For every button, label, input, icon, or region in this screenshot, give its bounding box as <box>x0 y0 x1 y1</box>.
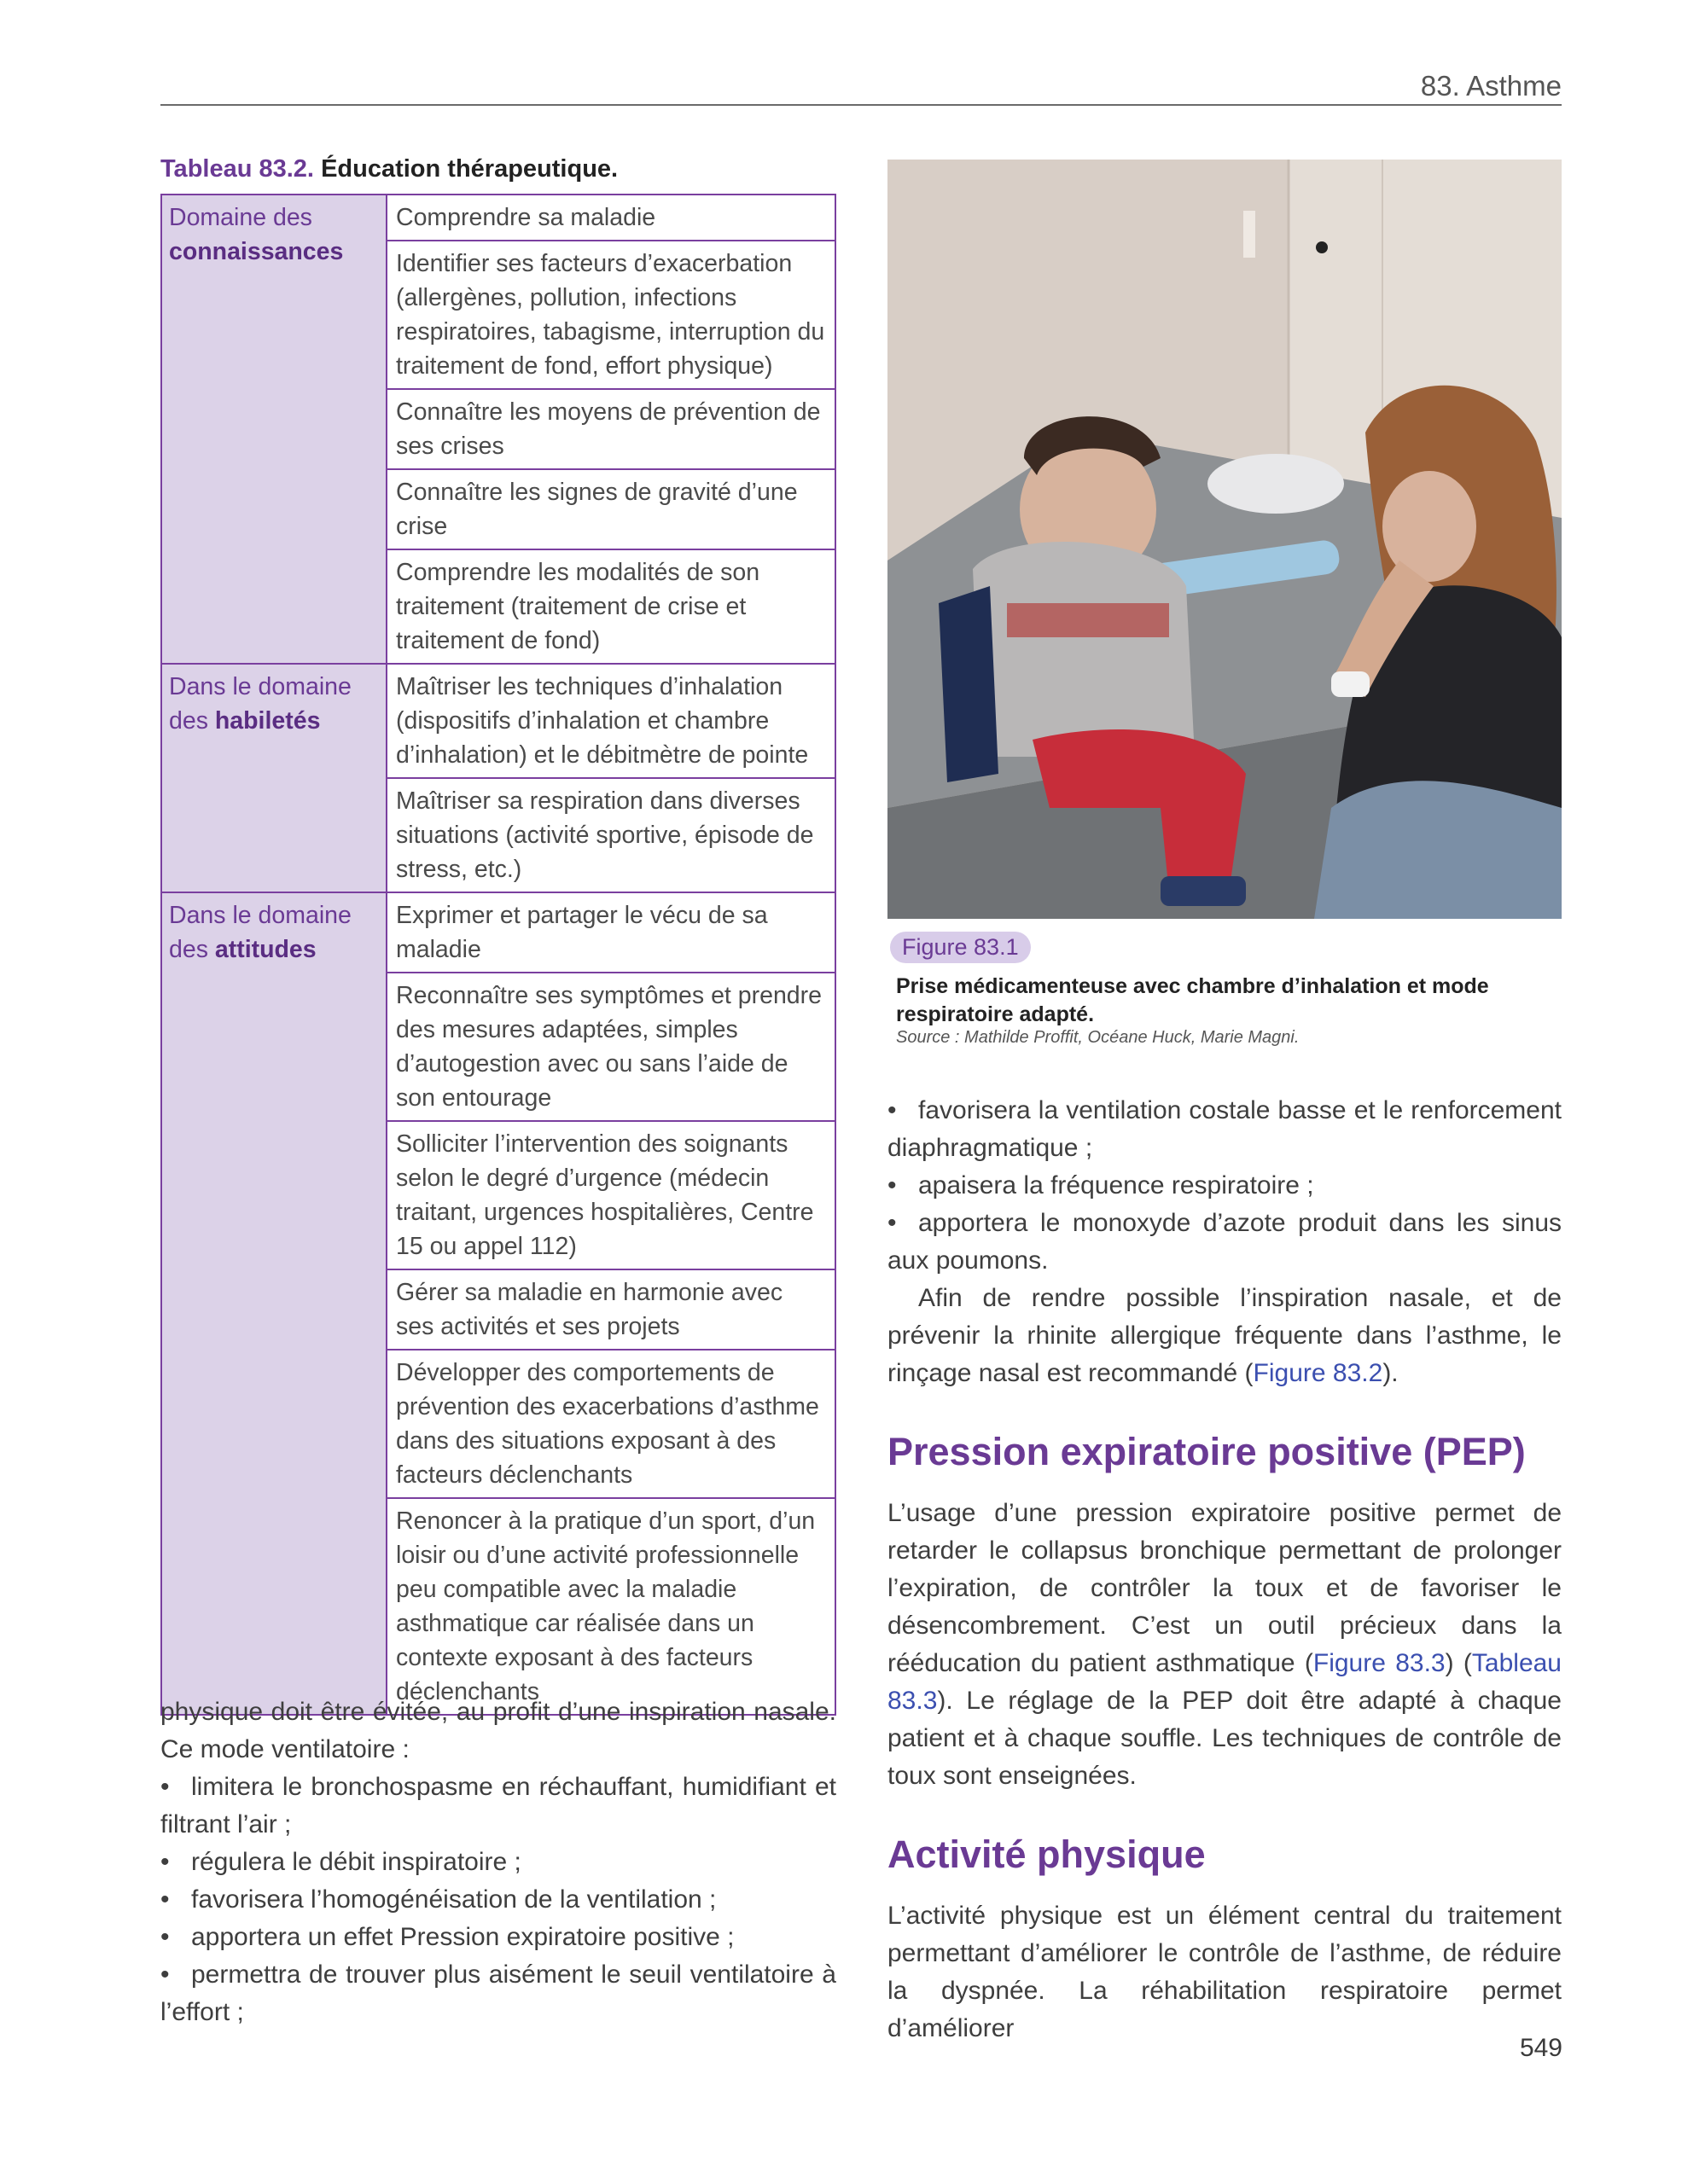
list-item-text: limitera le bronchospasme en réchauffant, humidifiant et filtrant l’air ; <box>160 1773 836 1838</box>
bullet-icon: • <box>160 1885 170 1914</box>
domain-label-bold: attitudes <box>214 936 317 963</box>
table-section <box>160 155 836 1716</box>
table-caption-title: Éducation thérapeutique. <box>321 155 619 183</box>
list-item <box>160 1769 836 1844</box>
section-title-pep: Pression expiratoire positive (PEP) <box>887 1430 1526 1473</box>
table-cell-item: Développer des comportements de prévention des exacerbations d’asthme dans des situations exposant à des facteurs déclenchants <box>387 1350 835 1498</box>
list-item <box>887 1205 1562 1280</box>
figure-source: Source : Mathilde Proffit, Océane Huck, Marie Magni. <box>896 1028 1300 1047</box>
domain-cell <box>161 195 387 664</box>
list-item <box>887 1092 1562 1167</box>
list-item <box>160 1881 836 1919</box>
table-cell-item: Maîtriser sa respiration dans diverses situations (activité sportive, épisode de stress, etc.) <box>387 778 835 892</box>
table-cell-item: Connaître les moyens de prévention de ses crises <box>387 389 835 469</box>
right-bullet-list <box>887 1092 1562 1280</box>
domain-label-prefix: Dans le domaine des <box>169 673 352 735</box>
bullet-icon: • <box>887 1209 897 1237</box>
paragraph-text: ). Le réglage de la PEP doit être adapté à chaque patient et à chaque souffle. Les techniques de contrôle de toux sont enseignées. <box>887 1687 1562 1790</box>
list-item-text: apaisera la fréquence respiratoire ; <box>918 1171 1314 1199</box>
left-body-text <box>160 1693 836 2031</box>
nasal-rinsing-paragraph <box>887 1280 1562 1392</box>
bullet-icon: • <box>160 1960 170 1989</box>
right-body-text <box>887 1092 1562 2048</box>
list-item-text: favorisera l’homogénéisation de la ventilation ; <box>191 1885 717 1914</box>
running-header <box>160 70 1562 106</box>
list-item-text: apportera le monoxyde d’azote produit dans les sinus aux poumons. <box>887 1209 1562 1275</box>
photo-illustration <box>887 160 1562 919</box>
list-item-text: apportera un effet Pression expiratoire positive ; <box>191 1923 735 1951</box>
tableau-83-3-link[interactable]: Tableau 83.3 <box>887 1649 1562 1715</box>
page-number: 549 <box>1519 2034 1562 2062</box>
left-bullet-list <box>160 1769 836 2031</box>
education-table <box>160 194 836 1716</box>
list-item <box>160 1956 836 2031</box>
table-row <box>161 664 835 778</box>
table-row <box>161 195 835 241</box>
figure-label: Figure 83.1 <box>890 932 1031 963</box>
domain-label-prefix: Dans le domaine des <box>169 902 352 963</box>
table-caption <box>160 155 836 183</box>
list-item-text: favorisera la ventilation costale basse et le renforcement diaphragmatique ; <box>887 1096 1562 1162</box>
section-title-activite: Activité physique <box>887 1833 1206 1876</box>
table-cell-item: Comprendre les modalités de son traitement (traitement de crise et traitement de fond) <box>387 549 835 664</box>
domain-label-prefix: Domaine des <box>169 204 312 231</box>
figure-83-2-link[interactable]: Figure 83.2 <box>1253 1359 1383 1387</box>
figure-83-3-link[interactable]: Figure 83.3 <box>1312 1649 1446 1677</box>
domain-cell <box>161 664 387 892</box>
table-cell-item: Maîtriser les techniques d’inhalation (dispositifs d’inhalation et chambre d’inhalation) et le débitmètre de pointe <box>387 664 835 778</box>
paragraph-text: L’usage d’une pression expiratoire positive permet de retarder le collapsus bronchique permettant de prolonger l’expiration, de contrôler la toux et de favoriser le désencombrement. C’est un outil précieux dans la rééducation du patient asthmatique ( <box>887 1499 1562 1677</box>
pep-paragraph <box>887 1495 1562 1795</box>
table-cell-item: Renoncer à la pratique d’un sport, d’un loisir ou d’une activité professionnelle peu compatible avec la maladie asthmatique car réalisée dans un contexte exposant à des facteurs déclenchants <box>387 1498 835 1715</box>
list-item <box>160 1844 836 1881</box>
activite-paragraph: L’activité physique est un élément central du traitement permettant d’améliorer le contrôle de l’asthme, de réduire la dyspnée. La réhabilitation respiratoire permet d’améliorer <box>887 1902 1562 2042</box>
domain-cell <box>161 892 387 1715</box>
bullet-icon: • <box>887 1171 897 1199</box>
paragraph-text: ). <box>1382 1359 1399 1387</box>
bullet-icon: • <box>160 1773 170 1801</box>
domain-label-bold: connaissances <box>169 238 344 265</box>
table-cell-item: Identifier ses facteurs d’exacerbation (allergènes, pollution, infections respiratoires, tabagisme, interruption du traitement de fond, effort physique) <box>387 241 835 389</box>
table-row <box>161 892 835 973</box>
list-item-text: régulera le débit inspiratoire ; <box>191 1848 521 1876</box>
table-cell-item: Exprimer et partager le vécu de sa maladie <box>387 892 835 973</box>
paragraph-text: ) ( <box>1445 1649 1472 1677</box>
running-title: 83. Asthme <box>1420 70 1562 102</box>
table-cell-item: Connaître les signes de gravité d’une crise <box>387 469 835 549</box>
figure-photo <box>887 160 1562 919</box>
list-item <box>887 1167 1562 1205</box>
table-caption-number: Tableau 83.2. <box>160 155 314 183</box>
table-cell-item: Comprendre sa maladie <box>387 195 835 241</box>
bullet-icon: • <box>160 1923 170 1951</box>
left-intro-paragraph: physique doit être évitée, au profit d’une inspiration nasale. Ce mode ventilatoire : <box>160 1698 836 1763</box>
domain-label-bold: habiletés <box>214 707 321 735</box>
figure-caption: Prise médicamenteuse avec chambre d’inhalation et mode respiratoire adapté. <box>896 974 1489 1026</box>
table-cell-item: Gérer sa maladie en harmonie avec ses activités et ses projets <box>387 1269 835 1350</box>
table-cell-item: Reconnaître ses symptômes et prendre des mesures adaptées, simples d’autogestion avec ou sans l’aide de son entourage <box>387 973 835 1121</box>
table-cell-item: Solliciter l’intervention des soignants selon le degré d’urgence (médecin traitant, urgences hospitalières, Centre 15 ou appel 112) <box>387 1121 835 1269</box>
bullet-icon: • <box>160 1848 170 1876</box>
bullet-icon: • <box>887 1096 897 1124</box>
paragraph-text: Afin de rendre possible l’inspiration nasale, et de prévenir la rhinite allergique fréquente dans l’asthme, le rinçage nasal est recommandé ( <box>887 1284 1562 1387</box>
list-item <box>160 1919 836 1956</box>
list-item-text: permettra de trouver plus aisément le seuil ventilatoire à l’effort ; <box>160 1960 836 2026</box>
